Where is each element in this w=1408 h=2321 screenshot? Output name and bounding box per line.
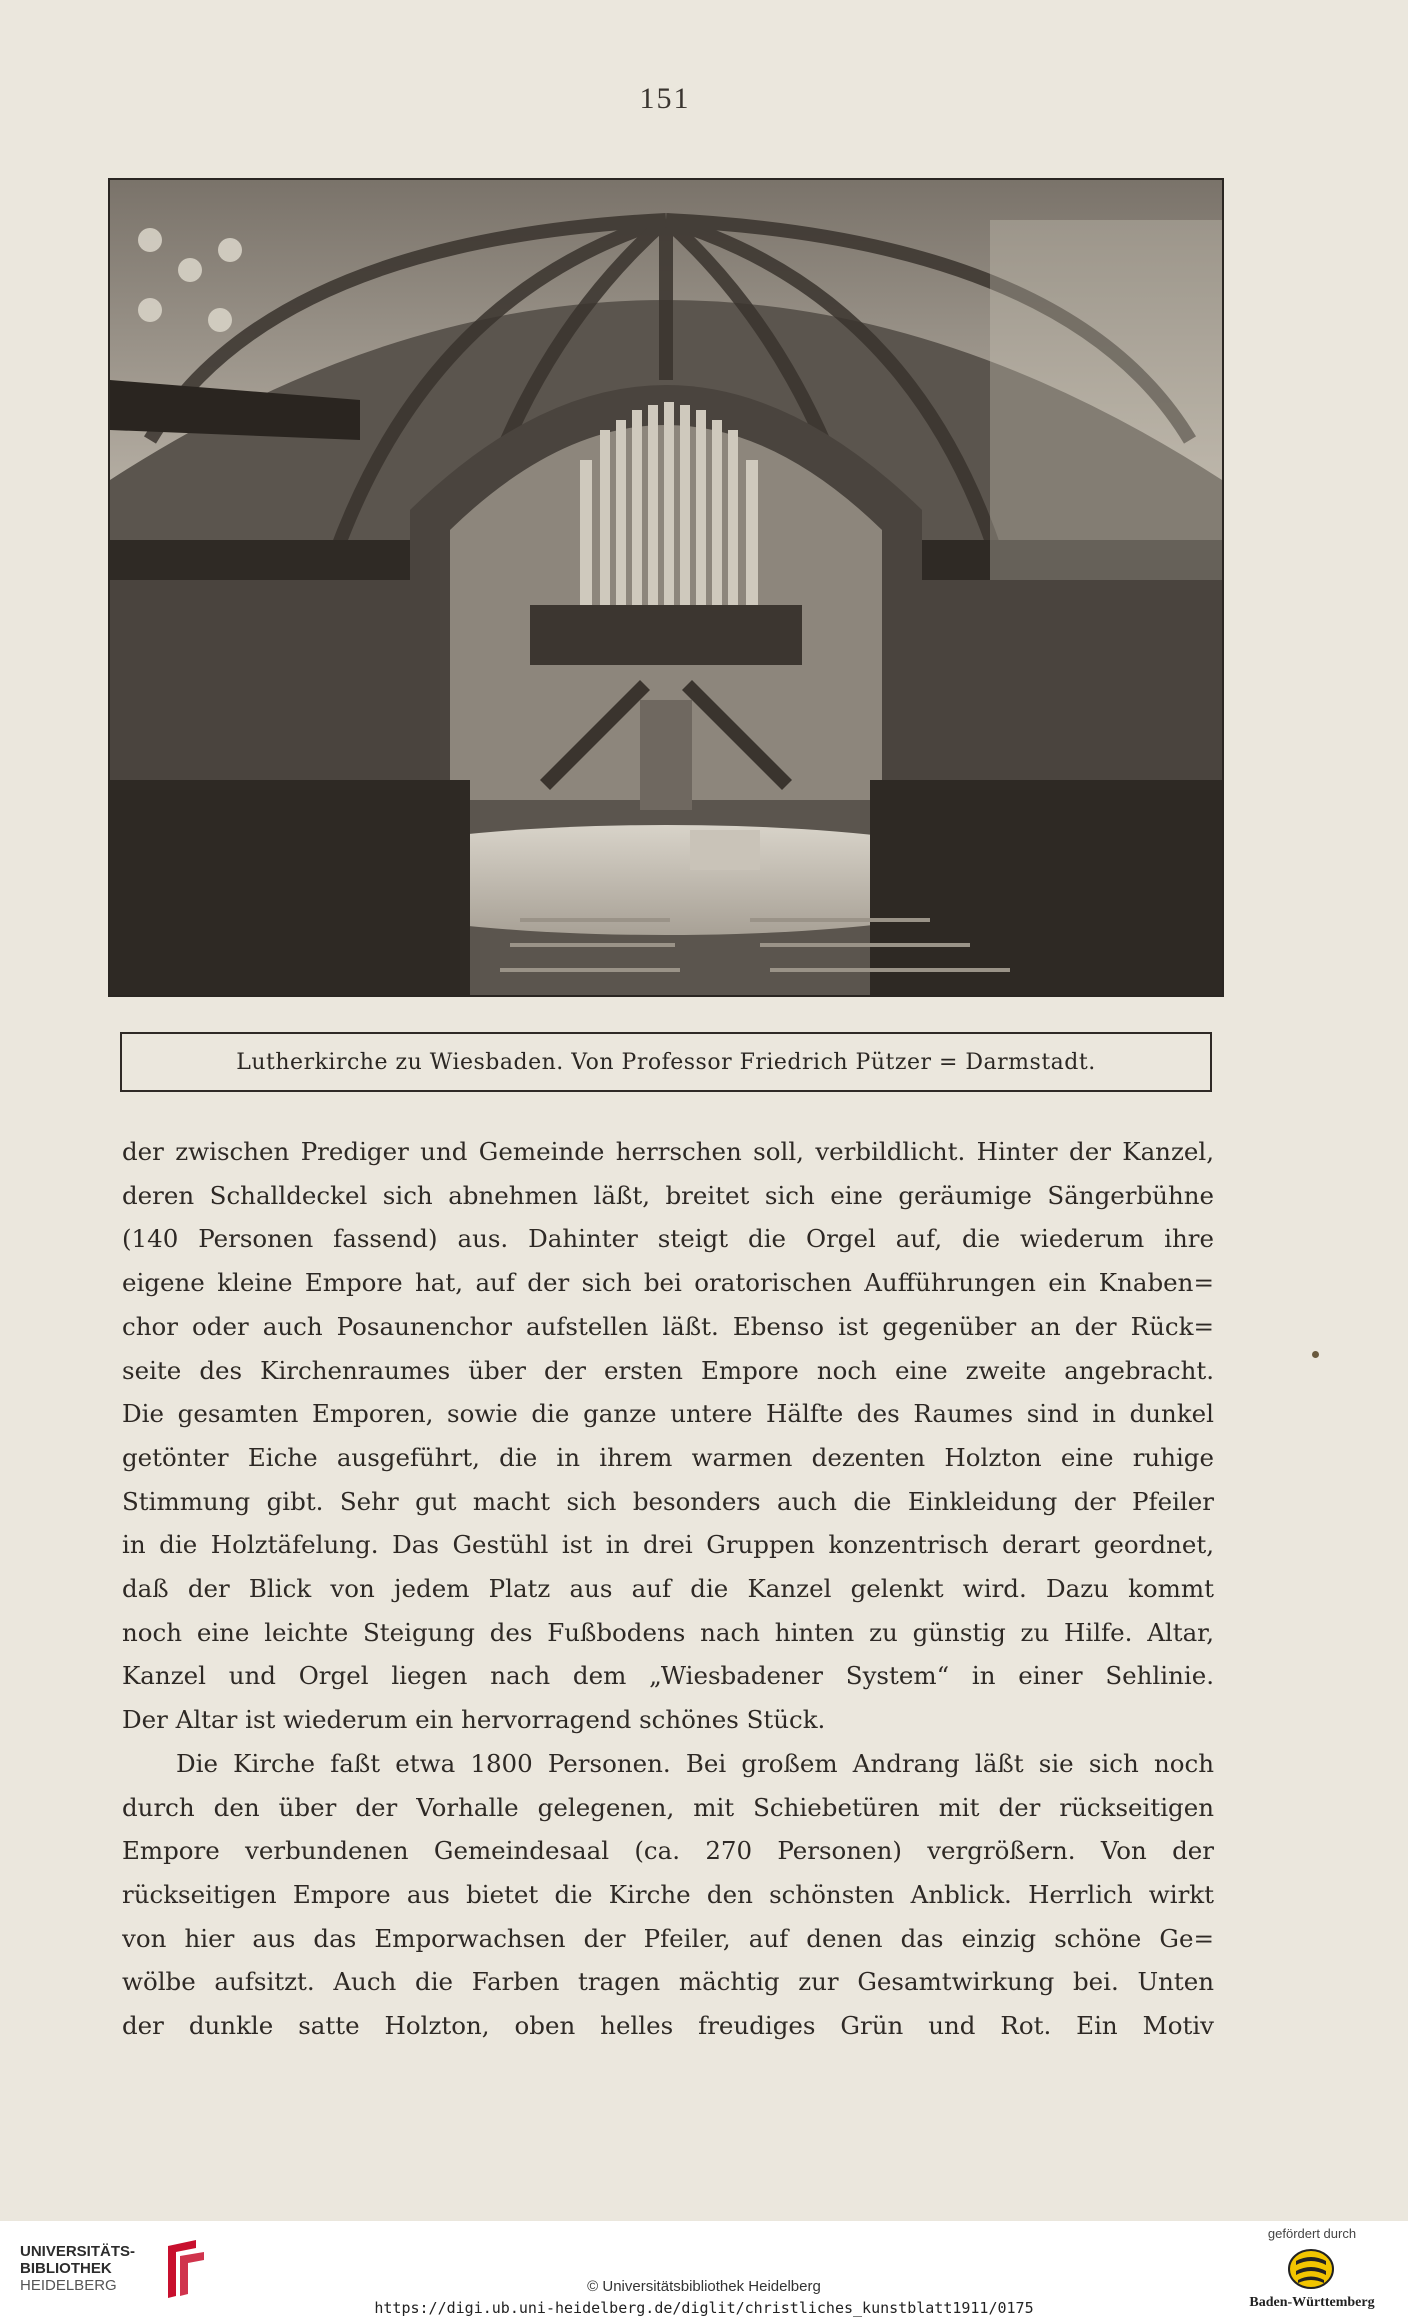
paragraph-1 [122, 1130, 1214, 1742]
text-line: noch eine leichte Steigung des Fußbodens nach hinten zu günstig zu Hilfe. Altar, [122, 1617, 1214, 1647]
church-interior-photo [108, 178, 1224, 997]
text-line: durch den über der Vorhalle gelegenen, mit Schiebetüren mit der rückseitigen [122, 1792, 1214, 1822]
body-text [122, 1130, 1214, 2048]
paragraph-2 [122, 1742, 1214, 2048]
text-line: seite des Kirchenraumes über der ersten Empore noch eine zweite angebracht. [122, 1355, 1214, 1385]
permalink-url[interactable]: https://digi.ub.uni-heidelberg.de/diglit/christliches_kunstblatt1911/0175 [374, 2299, 1034, 2317]
text-line: Der Altar ist wiederum ein hervorragend schönes Stück. [122, 1705, 826, 1735]
text-line: von hier aus das Emporwachsen der Pfeiler, auf denen das einzig schöne Ge= [122, 1923, 1214, 1953]
library-name-line: HEIDELBERG [20, 2277, 117, 2294]
text-line: eigene kleine Empore hat, auf der sich bei oratorischen Aufführungen ein Knaben= [122, 1268, 1214, 1298]
page-number: 151 [639, 82, 691, 115]
church-interior-illustration [110, 180, 1222, 995]
text-line: der zwischen Prediger und Gemeinde herrschen soll, verbildlicht. Hinter der Kanzel, [122, 1137, 1214, 1166]
text-line: deren Schalldeckel sich abnehmen läßt, breitet sich eine geräumige Sängerbühne [122, 1180, 1214, 1210]
text-line: der dunkle satte Holzton, oben helles freudiges Grün und Rot. Ein Motiv [122, 2011, 1214, 2041]
text-line: Die gesamten Emporen, sowie die ganze untere Hälfte des Raumes sind in dunkel [122, 1399, 1214, 1429]
text-line: rückseitigen Empore aus bietet die Kirche den schönsten Anblick. Herrlich wirkt [122, 1879, 1214, 1909]
library-name-line: UNIVERSITÄTS- [20, 2243, 136, 2260]
text-line: daß der Blick von jedem Platz aus auf die Kanzel gelenkt wird. Dazu kommt [122, 1574, 1214, 1604]
text-line: Empore verbundenen Gemeindesaal (ca. 270 Personen) vergrößern. Von der [122, 1836, 1214, 1866]
margin-mark [1312, 1351, 1319, 1358]
text-line: chor oder auch Posaunenchor aufstellen läßt. Ebenso ist gegenüber an der Rück= [122, 1311, 1214, 1341]
figure-caption: Lutherkirche zu Wiesbaden. Von Professor Friedrich Pützer = Darmstadt. [120, 1032, 1212, 1092]
copyright-notice: © Universitätsbibliothek Heidelberg [587, 2278, 821, 2295]
baden-wuerttemberg-crest-icon [1286, 2247, 1336, 2291]
text-line: wölbe aufsitzt. Auch die Farben tragen mächtig zur Gesamtwirkung bei. Unten [122, 1967, 1214, 1997]
text-line: in die Holztäfelung. Das Gestühl ist in drei Gruppen konzentrisch derart geordnet, [122, 1530, 1214, 1560]
library-name-line: BIBLIOTHEK [20, 2260, 112, 2277]
funding-label: gefördert durch [1267, 2226, 1357, 2241]
text-line: Kanzel und Orgel liegen nach dem „Wiesbadener System“ in einer Sehlinie. [122, 1661, 1214, 1691]
text-line: (140 Personen fassend) aus. Dahinter steigt die Orgel auf, die wiederum ihre [122, 1224, 1214, 1254]
text-line: Die Kirche faßt etwa 1800 Personen. Bei großem Andrang läßt sie sich noch [176, 1748, 1214, 1778]
funder-name[interactable]: Baden-Württemberg [1249, 2295, 1375, 2310]
text-line: getönter Eiche ausgeführt, die in ihrem warmen dezenten Holzton eine ruhige [122, 1442, 1214, 1472]
text-line: Stimmung gibt. Sehr gut macht sich besonders auch die Einkleidung der Pfeiler [122, 1486, 1214, 1516]
